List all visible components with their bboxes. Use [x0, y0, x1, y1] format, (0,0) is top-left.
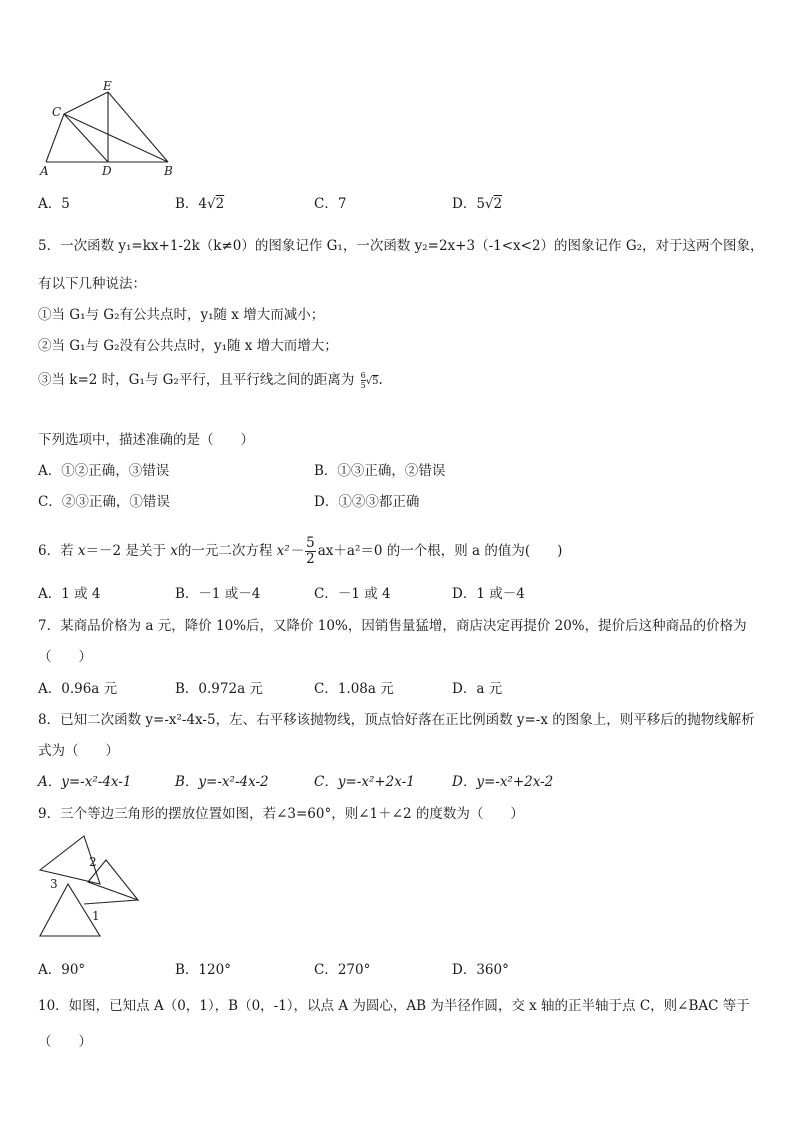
q9-angle-label-2: 2: [89, 855, 97, 869]
q9-angle-label-1: 1: [92, 909, 100, 923]
sqrt-symbol: √: [484, 196, 494, 212]
q4-figure: [36, 78, 186, 178]
q7-stem-line2: （ ）: [38, 649, 92, 665]
fig4-line-CB: [64, 114, 168, 162]
q10-stem-line2: （ ）: [38, 1034, 92, 1050]
q7-stem-line1: 7．某商品价格为 a 元，降价 10%后，又降价 10%，因销售量猛增，商店决定再提价 20%，提价后这种商品的价格为: [38, 618, 747, 634]
fig4-line-CD: [64, 114, 108, 162]
q4-option-d[interactable]: D．5√2: [452, 196, 503, 212]
q5-option-a[interactable]: A．①②正确，③错误: [38, 463, 170, 479]
q9-option-b[interactable]: B．120°: [175, 962, 231, 978]
q5-prompt: 下列选项中，描述准确的是（ ）: [38, 432, 254, 448]
fig4-line-CE: [64, 92, 108, 114]
q9-figure: [36, 832, 142, 942]
fig4-label-E: E: [103, 79, 112, 93]
q9-option-a[interactable]: A．90°: [38, 962, 86, 978]
q5-distance-fraction: $\frac{6}{5}$: [360, 371, 366, 390]
q9-edge: [84, 900, 138, 904]
q5-option-b[interactable]: B．①③正确，②错误: [314, 463, 446, 479]
q7-option-d[interactable]: D．a 元: [452, 681, 503, 697]
fig4-line-AC: [46, 114, 64, 162]
q9-option-d[interactable]: D．360°: [452, 962, 509, 978]
q9-stem: 9．三个等边三角形的摆放位置如图，若∠3=60°，则∠1＋∠2 的度数为（ ）: [38, 806, 524, 822]
q10-stem-line1: 10．如图，已知点 A（0，1），B（0，-1），以点 A 为圆心，AB 为半径作圆，交 x 轴的正半轴于点 C，则∠BAC 等于: [38, 998, 750, 1014]
q8-option-b[interactable]: B．y=-x²-4x-2: [175, 774, 269, 790]
q5-statement-3: ③当 k=2 时，G₁与 G₂平行，且平行线之间的距离为 $\frac{6}{5}$ √5.: [38, 371, 383, 390]
fig4-label-D: D: [102, 164, 112, 178]
q7-option-b[interactable]: B．0.972a 元: [175, 681, 263, 697]
fig4-label-C: C: [52, 105, 62, 119]
sqrt-symbol: √: [365, 376, 373, 387]
q8-option-a[interactable]: A．y=-x²-4x-1: [38, 774, 132, 790]
q5-option-c[interactable]: C．②③正确，①错误: [38, 494, 170, 510]
q9-option-c[interactable]: C．270°: [314, 962, 371, 978]
q5-stem-line2: 有以下几种说法：: [38, 276, 146, 292]
q6-option-c[interactable]: C．－1 或 4: [314, 586, 391, 602]
q7-option-a[interactable]: A．0.96a 元: [38, 681, 118, 697]
q6-fraction: $\frac{5}{2}$: [306, 535, 315, 567]
q6-option-d[interactable]: D．1 或－4: [452, 586, 525, 602]
q5-stem-line1: 5．一次函数 y₁=kx+1-2k（k≠0）的图象记作 G₁，一次函数 y₂=2x+3（-1<x<2）的图象记作 G₂，对于这两个图象，: [38, 238, 764, 254]
q7-option-c[interactable]: C．1.08a 元: [314, 681, 394, 697]
q8-stem-line1: 8．已知二次函数 y=-x²-4x-5，左、右平移该抛物线，顶点恰好落在正比例函数 y=-x 的图象上，则平移后的抛物线解析: [38, 712, 755, 728]
q5-statement-1: ①当 G₁与 G₂有公共点时，y₁随 x 增大而减小；: [38, 307, 325, 323]
fig4-line-EB: [108, 92, 168, 162]
sqrt-symbol: √: [207, 196, 216, 212]
q9-triangle-bottom: [40, 884, 100, 936]
q9-angle-label-3: 3: [50, 877, 58, 891]
q4-option-c[interactable]: C．7: [314, 196, 347, 212]
q6-option-a[interactable]: A．1 或 4: [38, 586, 101, 602]
fig4-label-A: A: [40, 164, 49, 178]
q4-option-b[interactable]: B．4√2: [175, 196, 225, 212]
q8-option-c[interactable]: C．y=-x²+2x-1: [314, 774, 415, 790]
q5-option-d[interactable]: D．①②③都正确: [314, 494, 420, 510]
fig4-label-B: B: [164, 164, 173, 178]
q5-statement-2: ②当 G₁与 G₂没有公共点时，y₁随 x 增大而增大；: [38, 338, 338, 354]
q4-option-a[interactable]: A．5: [38, 196, 70, 212]
q8-stem-line2: 式为（ ）: [38, 743, 119, 759]
q6-stem: 6．若 x＝－2 是关于 x的一元二次方程 x²－ $\frac{5}{2}$ ax＋a²＝0 的一个根，则 a 的值为( ): [38, 535, 563, 567]
q8-option-d[interactable]: D．y=-x²+2x-2: [452, 774, 554, 790]
q6-option-b[interactable]: B．－1 或－4: [175, 586, 261, 602]
